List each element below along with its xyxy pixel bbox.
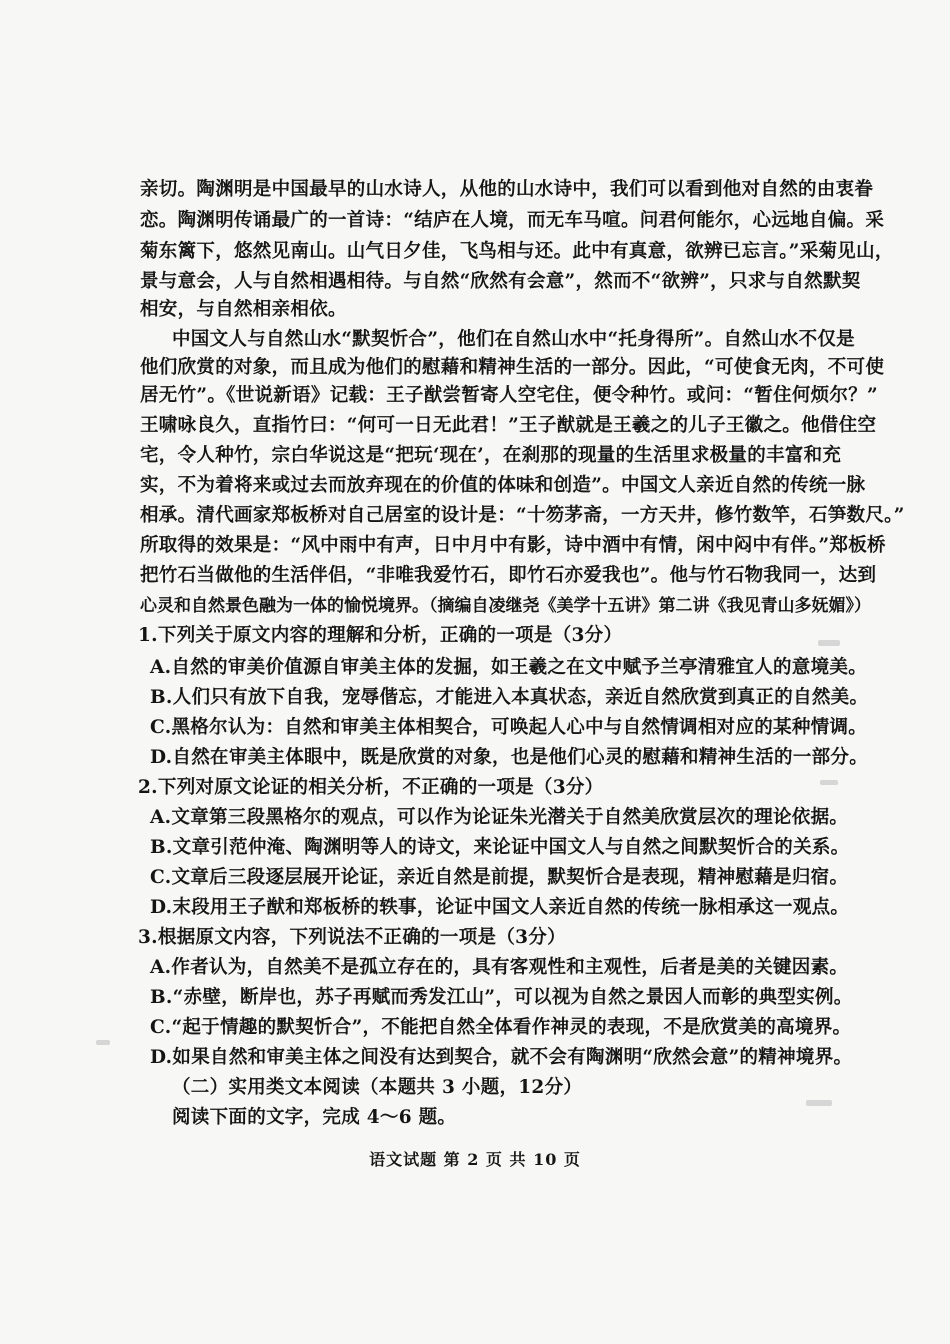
passage-line: 恋。陶渊明传诵最广的一首诗：“结庐在人境，而无车马喧。问君何能尔，心远地自偏。采: [140, 210, 885, 231]
question-1-option-b: B.人们只有放下自我，宠辱偕忘，才能进入本真状态，亲近自然欣赏到真正的自然美。: [150, 687, 869, 708]
question-3-option-d: D.如果自然和审美主体之间没有达到契合，就不会有陶渊明“欣然会意”的精神境界。: [150, 1047, 853, 1068]
passage-line: 相承。清代画家郑板桥对自己居室的设计是：“十笏茅斋，一方天井，修竹数竿，石笋数尺。”: [140, 505, 905, 526]
passage-line: 他们欣赏的对象，而且成为他们的慰藉和精神生活的一部分。因此，“可使食无肉，不可使: [140, 357, 885, 378]
question-3-option-b: B.“赤壁，断岸也，苏子再赋而秀发江山”，可以视为自然之景因人而彰的典型实例。: [150, 987, 853, 1008]
question-3-option-c: C.“起于情趣的默契忻合”，不能把自然全体看作神灵的表现，不是欣赏美的高境界。: [150, 1017, 852, 1038]
passage-line: 中国文人与自然山水“默契忻合”，他们在自然山水中“托身得所”。自然山水不仅是: [172, 329, 855, 350]
passage-line: 实，不为着将来或过去而放弃现在的价值的体味和创造”。中国文人亲近自然的传统一脉: [140, 475, 866, 496]
question-3: 3.根据原文内容，下列说法不正确的一项是（3分）: [138, 927, 566, 948]
scan-speck: [96, 1040, 110, 1045]
question-1-option-a: A.自然的审美价值源自审美主体的发掘，如王羲之在文中赋予兰亭清雅宜人的意境美。: [150, 657, 867, 678]
scan-speck: [806, 1100, 832, 1106]
question-2-option-d: D.末段用王子猷和郑板桥的轶事，论证中国文人亲近自然的传统一脉相承这一观点。: [150, 897, 850, 918]
passage-line: 亲切。陶渊明是中国最早的山水诗人，从他的山水诗中，我们可以看到他对自然的由衷眷: [140, 179, 874, 200]
section-heading: （二）实用类文本阅读（本题共 3 小题，12分）: [172, 1077, 583, 1098]
scan-speck: [820, 780, 838, 785]
question-2-option-c: C.文章后三段逐层展开论证，亲近自然是前提，默契忻合是表现，精神慰藉是归宿。: [150, 867, 849, 888]
question-3-option-a: A.作者认为，自然美不是孤立存在的，具有客观性和主观性，后者是美的关键因素。: [150, 957, 849, 978]
passage-line: 景与意会，人与自然相遇相待。与自然“欣然有会意”，然而不“欲辨”，只求与自然默契: [140, 271, 861, 292]
page-footer: 语文试题 第 2 页 共 10 页: [369, 1150, 581, 1169]
question-1-option-d: D.自然在审美主体眼中，既是欣赏的对象，也是他们心灵的慰藉和精神生活的一部分。: [150, 747, 869, 768]
question-2-option-b: B.文章引范仲淹、陶渊明等人的诗文，来论证中国文人与自然之间默契忻合的关系。: [150, 837, 850, 858]
question-2: 2.下列对原文论证的相关分析，不正确的一项是（3分）: [138, 777, 604, 798]
passage-line: 宅，令人种竹，宗白华说这是“把玩‘现在’，在刹那的现量的生活里求极量的丰富和充: [140, 445, 842, 466]
passage-line: 相安，与自然相亲相依。: [140, 299, 347, 320]
question-2-option-a: A.文章第三段黑格尔的观点，可以作为论证朱光潜关于自然美欣赏层次的理论依据。: [150, 807, 849, 828]
passage-line: 王啸咏良久，直指竹曰：“何可一日无此君！”王子猷就是王羲之的儿子王徽之。他借住空: [140, 415, 877, 436]
passage-line: 把竹石当做他的生活伴侣，“非唯我爱竹石，即竹石亦爱我也”。他与竹石物我同一，达到: [140, 565, 877, 586]
question-1: 1.下列关于原文内容的理解和分析，正确的一项是（3分）: [138, 625, 623, 646]
passage-source-line: 心灵和自然景色融为一体的愉悦境界。（摘编自凌继尧《美学十五讲》第二讲《我见青山多妩媚》）: [140, 596, 871, 616]
question-1-option-c: C.黑格尔认为：自然和审美主体相契合，可唤起人心中与自然情调相对应的某种情调。: [150, 717, 868, 738]
scan-speck: [818, 640, 840, 646]
passage-line: 菊东篱下，悠然见南山。山气日夕佳，飞鸟相与还。此中有真意，欲辨已忘言。”采菊见山，: [140, 241, 894, 262]
passage-line: 所取得的效果是：“风中雨中有声，日中月中有影，诗中酒中有情，闲中闷中有伴。”郑板桥: [140, 535, 886, 556]
passage-line: 居无竹”。《世说新语》记载：王子猷尝暂寄人空宅住，便令种竹。或问：“暂住何烦尔？”: [140, 385, 878, 406]
section-instruction: 阅读下面的文字，完成 4～6 题。: [172, 1107, 457, 1128]
